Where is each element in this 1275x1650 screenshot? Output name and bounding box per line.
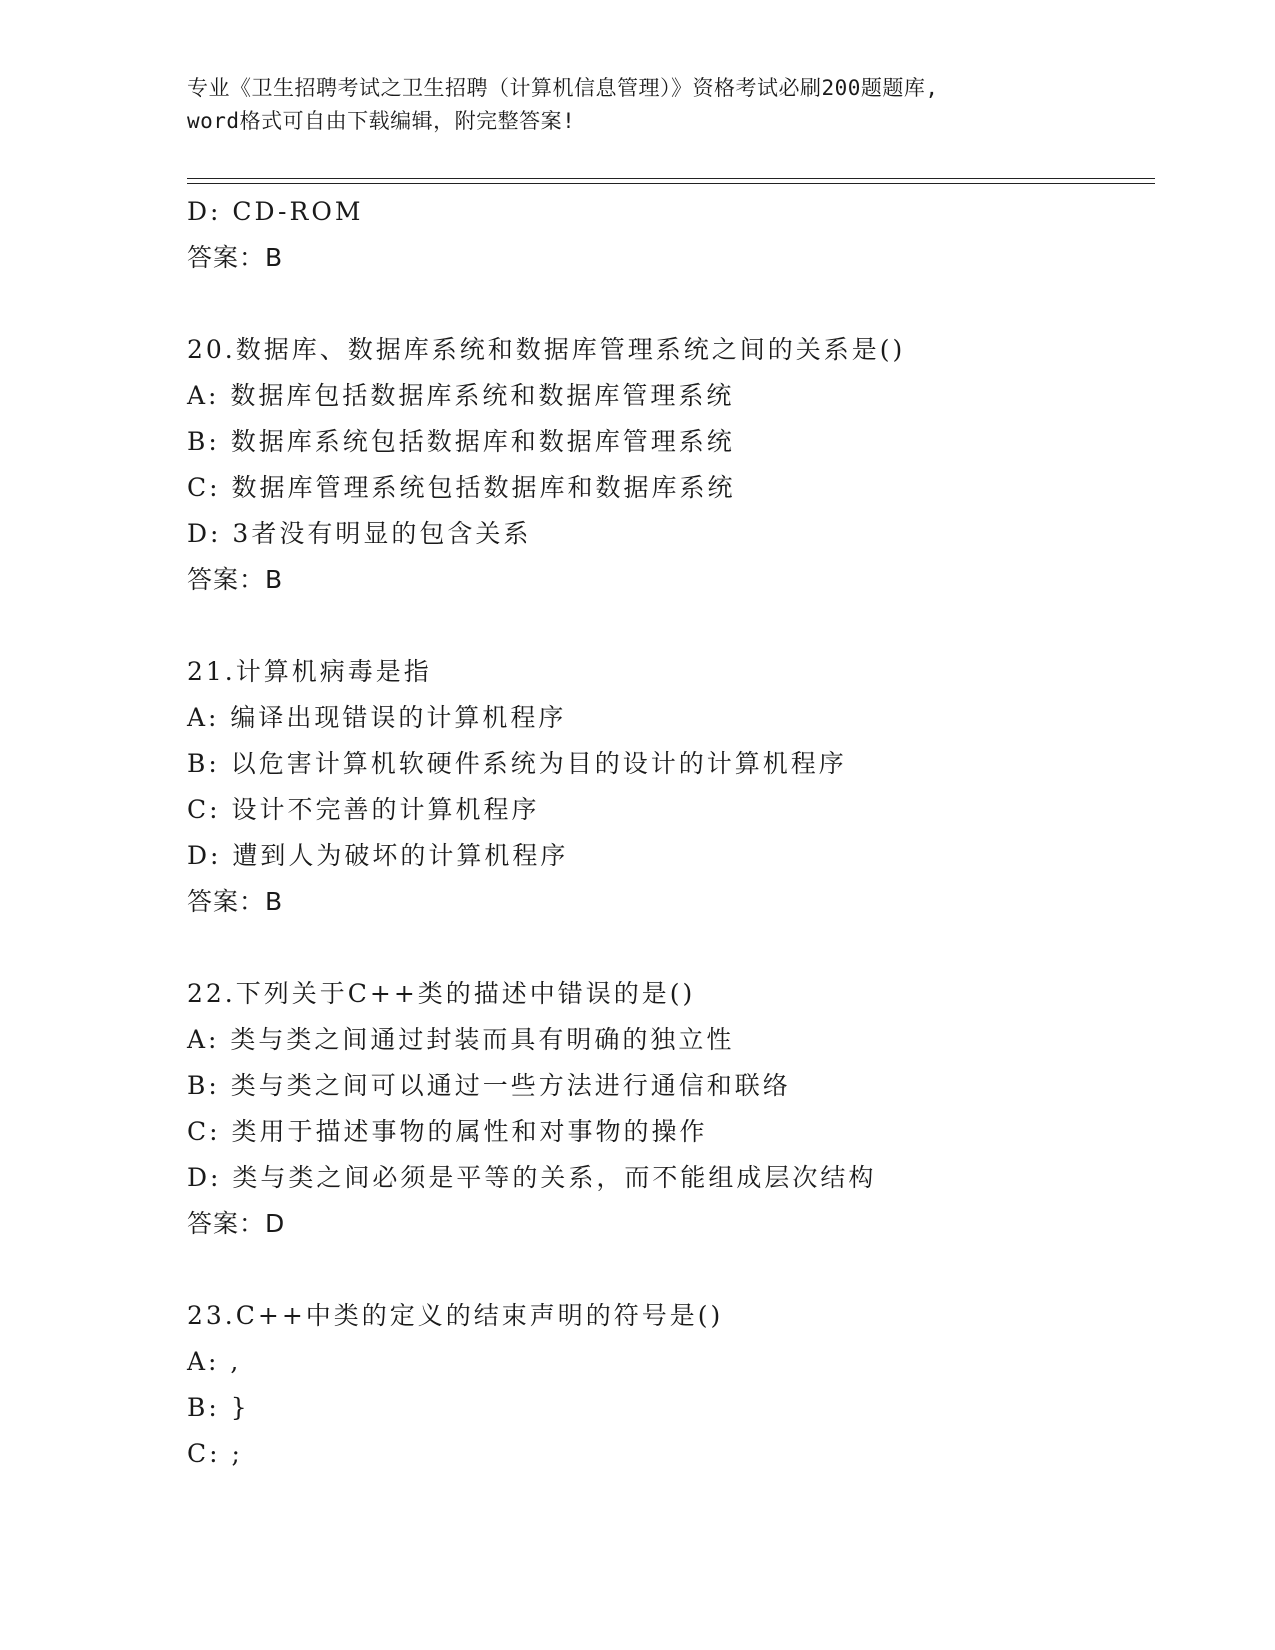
question-stem: 23.C++中类的定义的结束声明的符号是() (187, 1301, 724, 1330)
option-a: A: 编译出现错误的计算机程序 (187, 703, 567, 732)
spacer (187, 925, 1147, 971)
option-d: D: 3者没有明显的包含关系 (187, 519, 532, 548)
option-a: A: 类与类之间通过封装而具有明确的独立性 (187, 1025, 735, 1054)
answer: 答案：B (187, 887, 284, 916)
option-b: B: 类与类之间可以通过一些方法进行通信和联络 (187, 1071, 791, 1100)
answer: 答案：D (187, 1209, 286, 1238)
option-c: C: 数据库管理系统包括数据库和数据库系统 (187, 473, 736, 502)
option-d-prev: D: CD-ROM (187, 197, 364, 226)
spacer (187, 603, 1147, 649)
header-divider-bottom (187, 183, 1155, 184)
question-stem: 21.计算机病毒是指 (187, 657, 432, 686)
answer-prev: 答案：B (187, 243, 284, 272)
option-d: D: 类与类之间必须是平等的关系，而不能组成层次结构 (187, 1163, 877, 1192)
option-a: A: , (187, 1347, 242, 1376)
option-c: C: 设计不完善的计算机程序 (187, 795, 540, 824)
option-b: B: 以危害计算机软硬件系统为目的设计的计算机程序 (187, 749, 847, 778)
option-d: D: 遭到人为破坏的计算机程序 (187, 841, 569, 870)
document-body (187, 189, 1147, 1477)
option-a: A: 数据库包括数据库系统和数据库管理系统 (187, 381, 735, 410)
answer: 答案：B (187, 565, 284, 594)
question-23 (187, 1293, 1147, 1477)
document-header (187, 72, 1087, 138)
spacer (187, 281, 1147, 327)
question-stem: 22.下列关于C++类的描述中错误的是() (187, 979, 696, 1008)
question-20 (187, 327, 1147, 603)
header-line-1: 专业《卫生招聘考试之卫生招聘（计算机信息管理）》资格考试必刷200题题库, (187, 76, 939, 100)
spacer (187, 1247, 1147, 1293)
option-c: C: ; (187, 1439, 243, 1468)
question-stem: 20.数据库、数据库系统和数据库管理系统之间的关系是() (187, 335, 906, 364)
option-c: C: 类用于描述事物的属性和对事物的操作 (187, 1117, 708, 1146)
header-line-2: word格式可自由下载编辑，附完整答案! (187, 109, 576, 133)
option-b: B: } (187, 1393, 250, 1422)
option-b: B: 数据库系统包括数据库和数据库管理系统 (187, 427, 735, 456)
question-22 (187, 971, 1147, 1247)
header-divider-top (187, 178, 1155, 179)
question-21 (187, 649, 1147, 925)
